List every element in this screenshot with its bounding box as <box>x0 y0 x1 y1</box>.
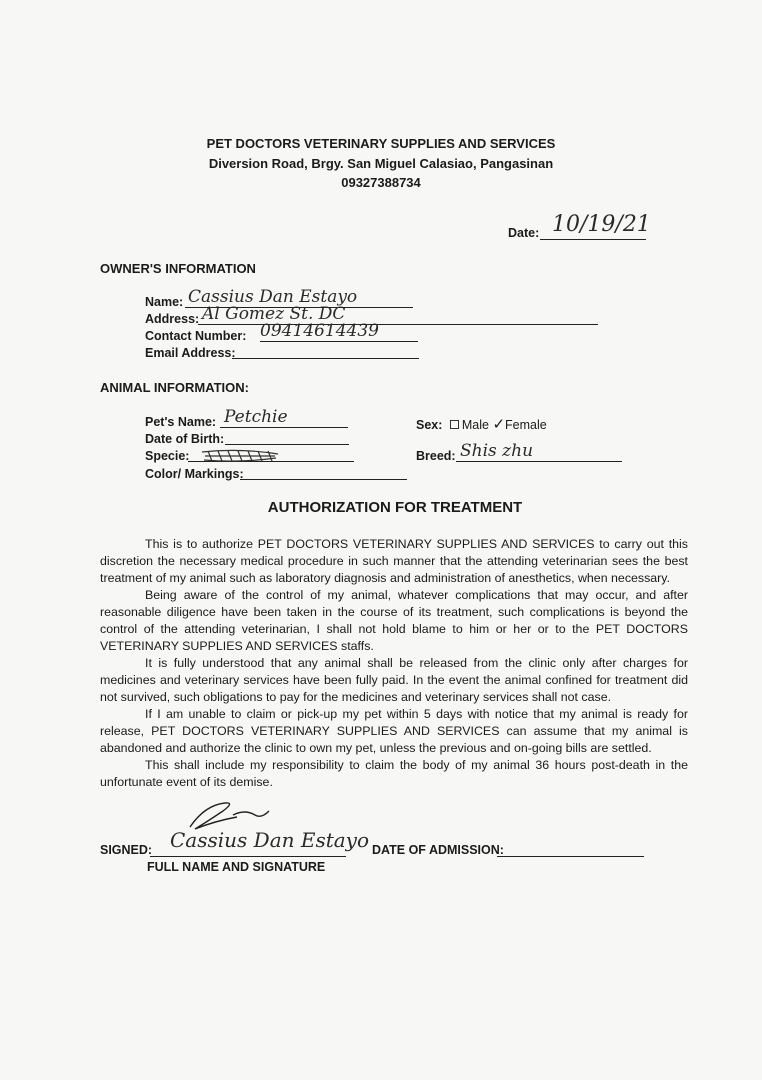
male-label: Male <box>461 418 489 432</box>
female-label: Female <box>505 418 547 432</box>
authorization-paragraph: It is fully understood that any animal shall be released from the clinic only after charges for medicines and veterinary services have been fully paid. In the event the animal confined for treatment did not survived, such obligations to pay for the medicines and veterinary services shall not case. <box>100 656 688 704</box>
owner-email-line <box>232 358 419 359</box>
authorization-paragraph: This is to authorize PET DOCTORS VETERINARY SUPPLIES AND SERVICES to carry out this discretion the necessary medical procedure in such manner that the attending veterinarian sees the best treatment of my animal such as laboratory diagnosis and administration of anesthetics, when necessary. <box>100 537 688 585</box>
pet-name-label: Pet's Name: <box>145 415 217 429</box>
owner-contact-label: Contact Number: <box>145 329 247 343</box>
owner-heading: OWNER'S INFORMATION <box>100 261 256 276</box>
date-value: 10/19/21 <box>552 212 651 237</box>
pet-name-line <box>220 427 348 428</box>
signed-name: Cassius Dan Estayo <box>170 828 370 852</box>
signed-label: SIGNED: <box>100 843 153 857</box>
owner-address-line <box>198 324 598 325</box>
sex-field <box>416 415 547 433</box>
breed-label: Breed: <box>416 449 456 463</box>
color-markings-line <box>240 479 407 480</box>
authorization-paragraph: Being aware of the control of my animal, whatever complications that may occur, and after reasonable diligence have been taken in the course of its treatment, such complications is beyond the control of the attending veterinarian, I shall not hold blame to him or her or to the PET DOCTORS VETERINARY SUPPLIES AND SERVICES staffs. <box>100 588 688 653</box>
admission-line <box>497 856 644 857</box>
dob-label: Date of Birth: <box>145 432 225 446</box>
breed-line <box>456 461 622 462</box>
color-markings-label: Color/ Markings: <box>145 467 244 481</box>
owner-name-label: Name: <box>145 295 184 309</box>
specie-label: Specie: <box>145 449 190 463</box>
clinic-phone: 09327388734 <box>341 175 421 190</box>
sex-label: Sex: <box>416 418 443 432</box>
female-check-mark[interactable]: ✓ <box>492 415 506 433</box>
dob-line <box>225 444 349 445</box>
male-checkbox[interactable] <box>450 420 459 429</box>
pet-name-value: Petchie <box>224 407 288 427</box>
owner-address-value: Al Gomez St. DC <box>202 304 346 324</box>
breed-value: Shis zhu <box>460 441 534 461</box>
authorization-paragraph: If I am unable to claim or pick-up my pet within 5 days with notice that my animal is ready for release, PET DOCTORS VETERINARY SUPPLIES AND SERVICES can assume that my animal is abandoned and authorize the clinic to own my pet, unless the previous and on-going bills are settled. <box>100 707 688 755</box>
owner-contact-line <box>260 341 418 342</box>
date-line <box>540 239 646 240</box>
owner-address-label: Address: <box>145 312 200 326</box>
animal-heading: ANIMAL INFORMATION: <box>100 380 249 395</box>
admission-label: DATE OF ADMISSION: <box>372 843 504 857</box>
specie-crossed-out-scribble <box>200 448 280 464</box>
owner-email-label: Email Address: <box>145 346 236 360</box>
authorization-title: AUTHORIZATION FOR TREATMENT <box>267 499 523 516</box>
date-label: Date: <box>508 226 540 240</box>
clinic-address: Diversion Road, Brgy. San Miguel Calasiao, Pangasinan <box>208 156 554 171</box>
clinic-name: PET DOCTORS VETERINARY SUPPLIES AND SERVICES <box>206 136 556 151</box>
authorization-paragraph: This shall include my responsibility to claim the body of my animal 36 hours post-death in the unfortunate event of its demise. <box>100 758 688 789</box>
signed-line <box>150 856 346 857</box>
owner-contact-value: 09414614439 <box>260 321 379 341</box>
owner-name-value: Cassius Dan Estayo <box>188 287 358 307</box>
signature-caption: FULL NAME AND SIGNATURE <box>147 860 326 874</box>
authorization-body <box>100 536 688 791</box>
